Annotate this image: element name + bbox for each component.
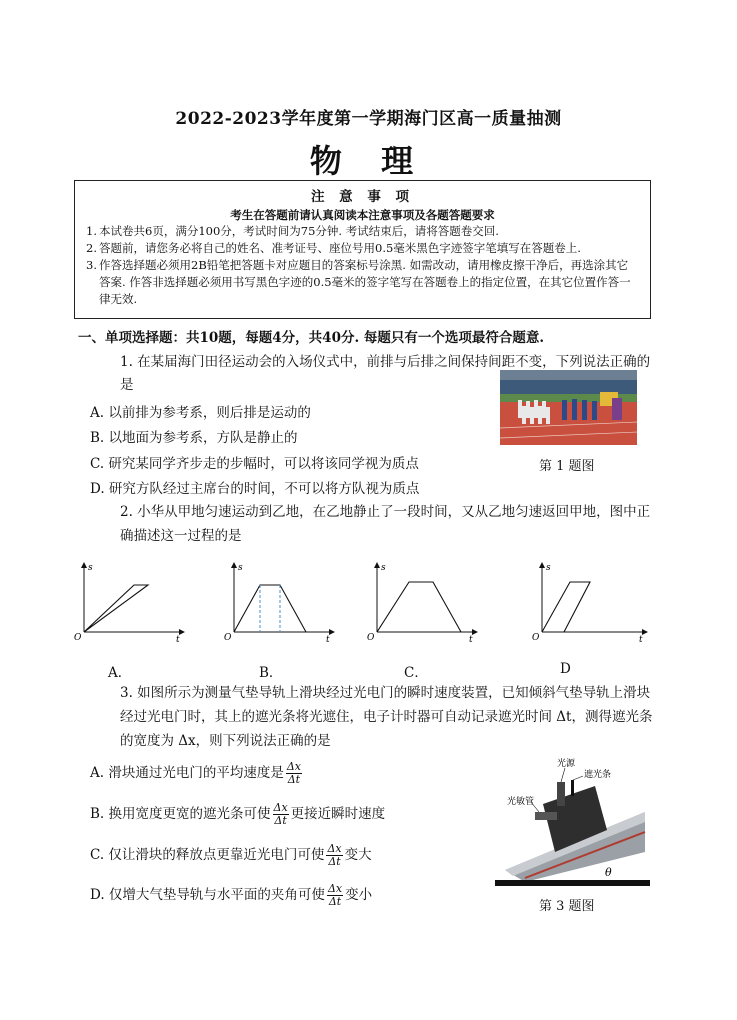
delta-x-over-delta-t: $\frac{\Delta x}{\Delta t}$ — [286, 760, 301, 786]
q3-caption: 第 3 题图 — [539, 899, 595, 914]
notice-item-text: 作答选择题必须用2B铅笔把答题卡对应题目的答案标号涂黑. 如需改动，请用橡皮擦干净后，再选涂其它答案. 作答非选择题必须用书写黑色字迹的0.5毫米的签字笔写在答题卷上的指定位置，在其它位置作答一律无效. — [99, 258, 631, 306]
graph-b — [222, 560, 342, 645]
q3-option-b-text: B. 换用宽度更宽的遮光条可使 — [90, 806, 271, 822]
s-axis-label: s — [546, 563, 551, 573]
t-axis-label: t — [639, 635, 643, 645]
graph-b-curve — [234, 585, 306, 632]
notice-item-text: 答题前，请您务必将自己的姓名、准考证号、座位号用0.5毫米黑色字迹签字笔填写在答题卷上. — [99, 241, 581, 255]
origin-label: O — [224, 633, 232, 643]
q3-option-d-tail: 变小 — [345, 887, 373, 903]
q1-caption: 第 1 题图 — [539, 459, 595, 474]
parade-photo — [500, 370, 637, 445]
theta-label: θ — [605, 866, 612, 879]
delta-x-over-delta-t: $\frac{\Delta x}{\Delta t}$ — [327, 882, 343, 908]
q2-option-a: A． — [108, 665, 132, 681]
q3-option-c-text: C. 仅让滑块的释放点更靠近光电门可使 — [90, 847, 325, 863]
graph-d-curve — [542, 582, 590, 632]
delta-x-over-delta-t: $\frac{\Delta x}{\Delta t}$ — [327, 842, 342, 868]
q3-option-d — [90, 883, 372, 908]
light-source-label: 光源 — [557, 759, 576, 769]
q1-option-b: B. 以地面为参考系，方队是静止的 — [90, 430, 298, 446]
notice-item-number: 3. — [86, 258, 97, 272]
t-axis-label: t — [326, 635, 330, 645]
q3-stem-line1: 3. 如图所示为测量气垫导轨上滑块经过光电门的瞬时速度装置，已知倾斜气垫导轨上滑块 — [120, 685, 651, 701]
graph-c — [365, 560, 485, 645]
s-axis-label: s — [238, 563, 243, 573]
origin-label: O — [74, 633, 82, 643]
t-axis-label: t — [469, 635, 473, 645]
q2-option-c: C． — [404, 665, 428, 681]
q2-stem-line1: 2. 小华从甲地匀速运动到乙地，在乙地静止了一段时间，又从乙地匀速返回甲地，图中正 — [120, 504, 651, 520]
notice-item — [75, 223, 650, 240]
origin-label: O — [532, 633, 540, 643]
q2-stem-line2: 确描述这一过程的是 — [120, 528, 242, 544]
photo-sensor — [535, 812, 557, 820]
q2-option-b: B． — [259, 665, 283, 681]
q3-option-b-tail: 更接近瞬时速度 — [290, 806, 386, 822]
shading-strip — [571, 780, 574, 796]
delta-x-over-delta-t: $\frac{\Delta x}{\Delta t}$ — [273, 801, 288, 827]
q3-option-a-text: A. 滑块通过光电门的平均速度是 — [90, 765, 284, 781]
q3-option-c — [90, 843, 372, 868]
q3-stem-line3: 的宽度为 Δx，则下列说法正确的是 — [120, 733, 331, 749]
section-heading: 一、单项选择题：共10题，每题4分，共40分. 每题只有一个选项最符合题意. — [78, 330, 545, 346]
q1-stem-line2: 是 — [120, 377, 134, 393]
notice-box — [74, 180, 651, 319]
exam-title: 2022-2023学年度第一学期海门区高一质量抽测 — [175, 109, 562, 129]
q3-option-b — [90, 802, 385, 827]
graph-c-curve — [377, 582, 461, 632]
q3-stem-line2: 经过光电门时，其上的遮光条将光遮住，电子计时器可自动记录遮光时间 Δt，测得遮光条 — [120, 709, 653, 725]
notice-item — [75, 240, 650, 257]
s-axis-label: s — [381, 563, 386, 573]
origin-label: O — [367, 633, 375, 643]
q1-stem-line1: 1. 在某届海门田径运动会的入场仪式中，前排与后排之间保持间距不变，下列说法正确的 — [120, 354, 651, 370]
photo-sensor-label: 光敏管 — [507, 797, 535, 807]
air-track-figure — [495, 752, 650, 890]
t-axis-label: t — [176, 635, 180, 645]
q1-option-d: D. 研究方队经过主席台的时间，不可以将方队视为质点 — [90, 481, 420, 497]
shading-strip-label: 遮光条 — [584, 770, 612, 780]
q2-option-d: D — [560, 661, 571, 677]
graph-a — [72, 560, 192, 645]
notice-item — [75, 257, 650, 308]
q1-option-a: A. 以前排为参考系，则后排是运动的 — [90, 405, 311, 421]
q1-option-c: C. 研究某同学齐步走的步幅时，可以将该同学视为质点 — [90, 456, 419, 472]
notice-item-text: 本试卷共6页，满分100分，考试时间为75分钟. 考试结束后，请将答题卷交回. — [99, 224, 499, 238]
notice-subheading: 考生在答题前请认真阅读本注意事项及各题答题要求 — [230, 208, 495, 222]
q3-option-d-text: D. 仅增大气垫导轨与水平面的夹角可使 — [90, 887, 325, 903]
notice-heading: 注 意 事 项 — [310, 189, 415, 205]
q3-option-a — [90, 761, 304, 786]
graph-a-curve — [84, 585, 148, 632]
q3-option-c-tail: 变大 — [344, 847, 372, 863]
base-plane — [495, 880, 650, 886]
s-axis-label: s — [88, 563, 93, 573]
subject-title: 物 理 — [309, 142, 428, 180]
light-source — [557, 782, 565, 806]
graph-d — [530, 560, 655, 645]
notice-item-number: 1. — [86, 224, 97, 238]
notice-item-number: 2. — [86, 241, 97, 255]
